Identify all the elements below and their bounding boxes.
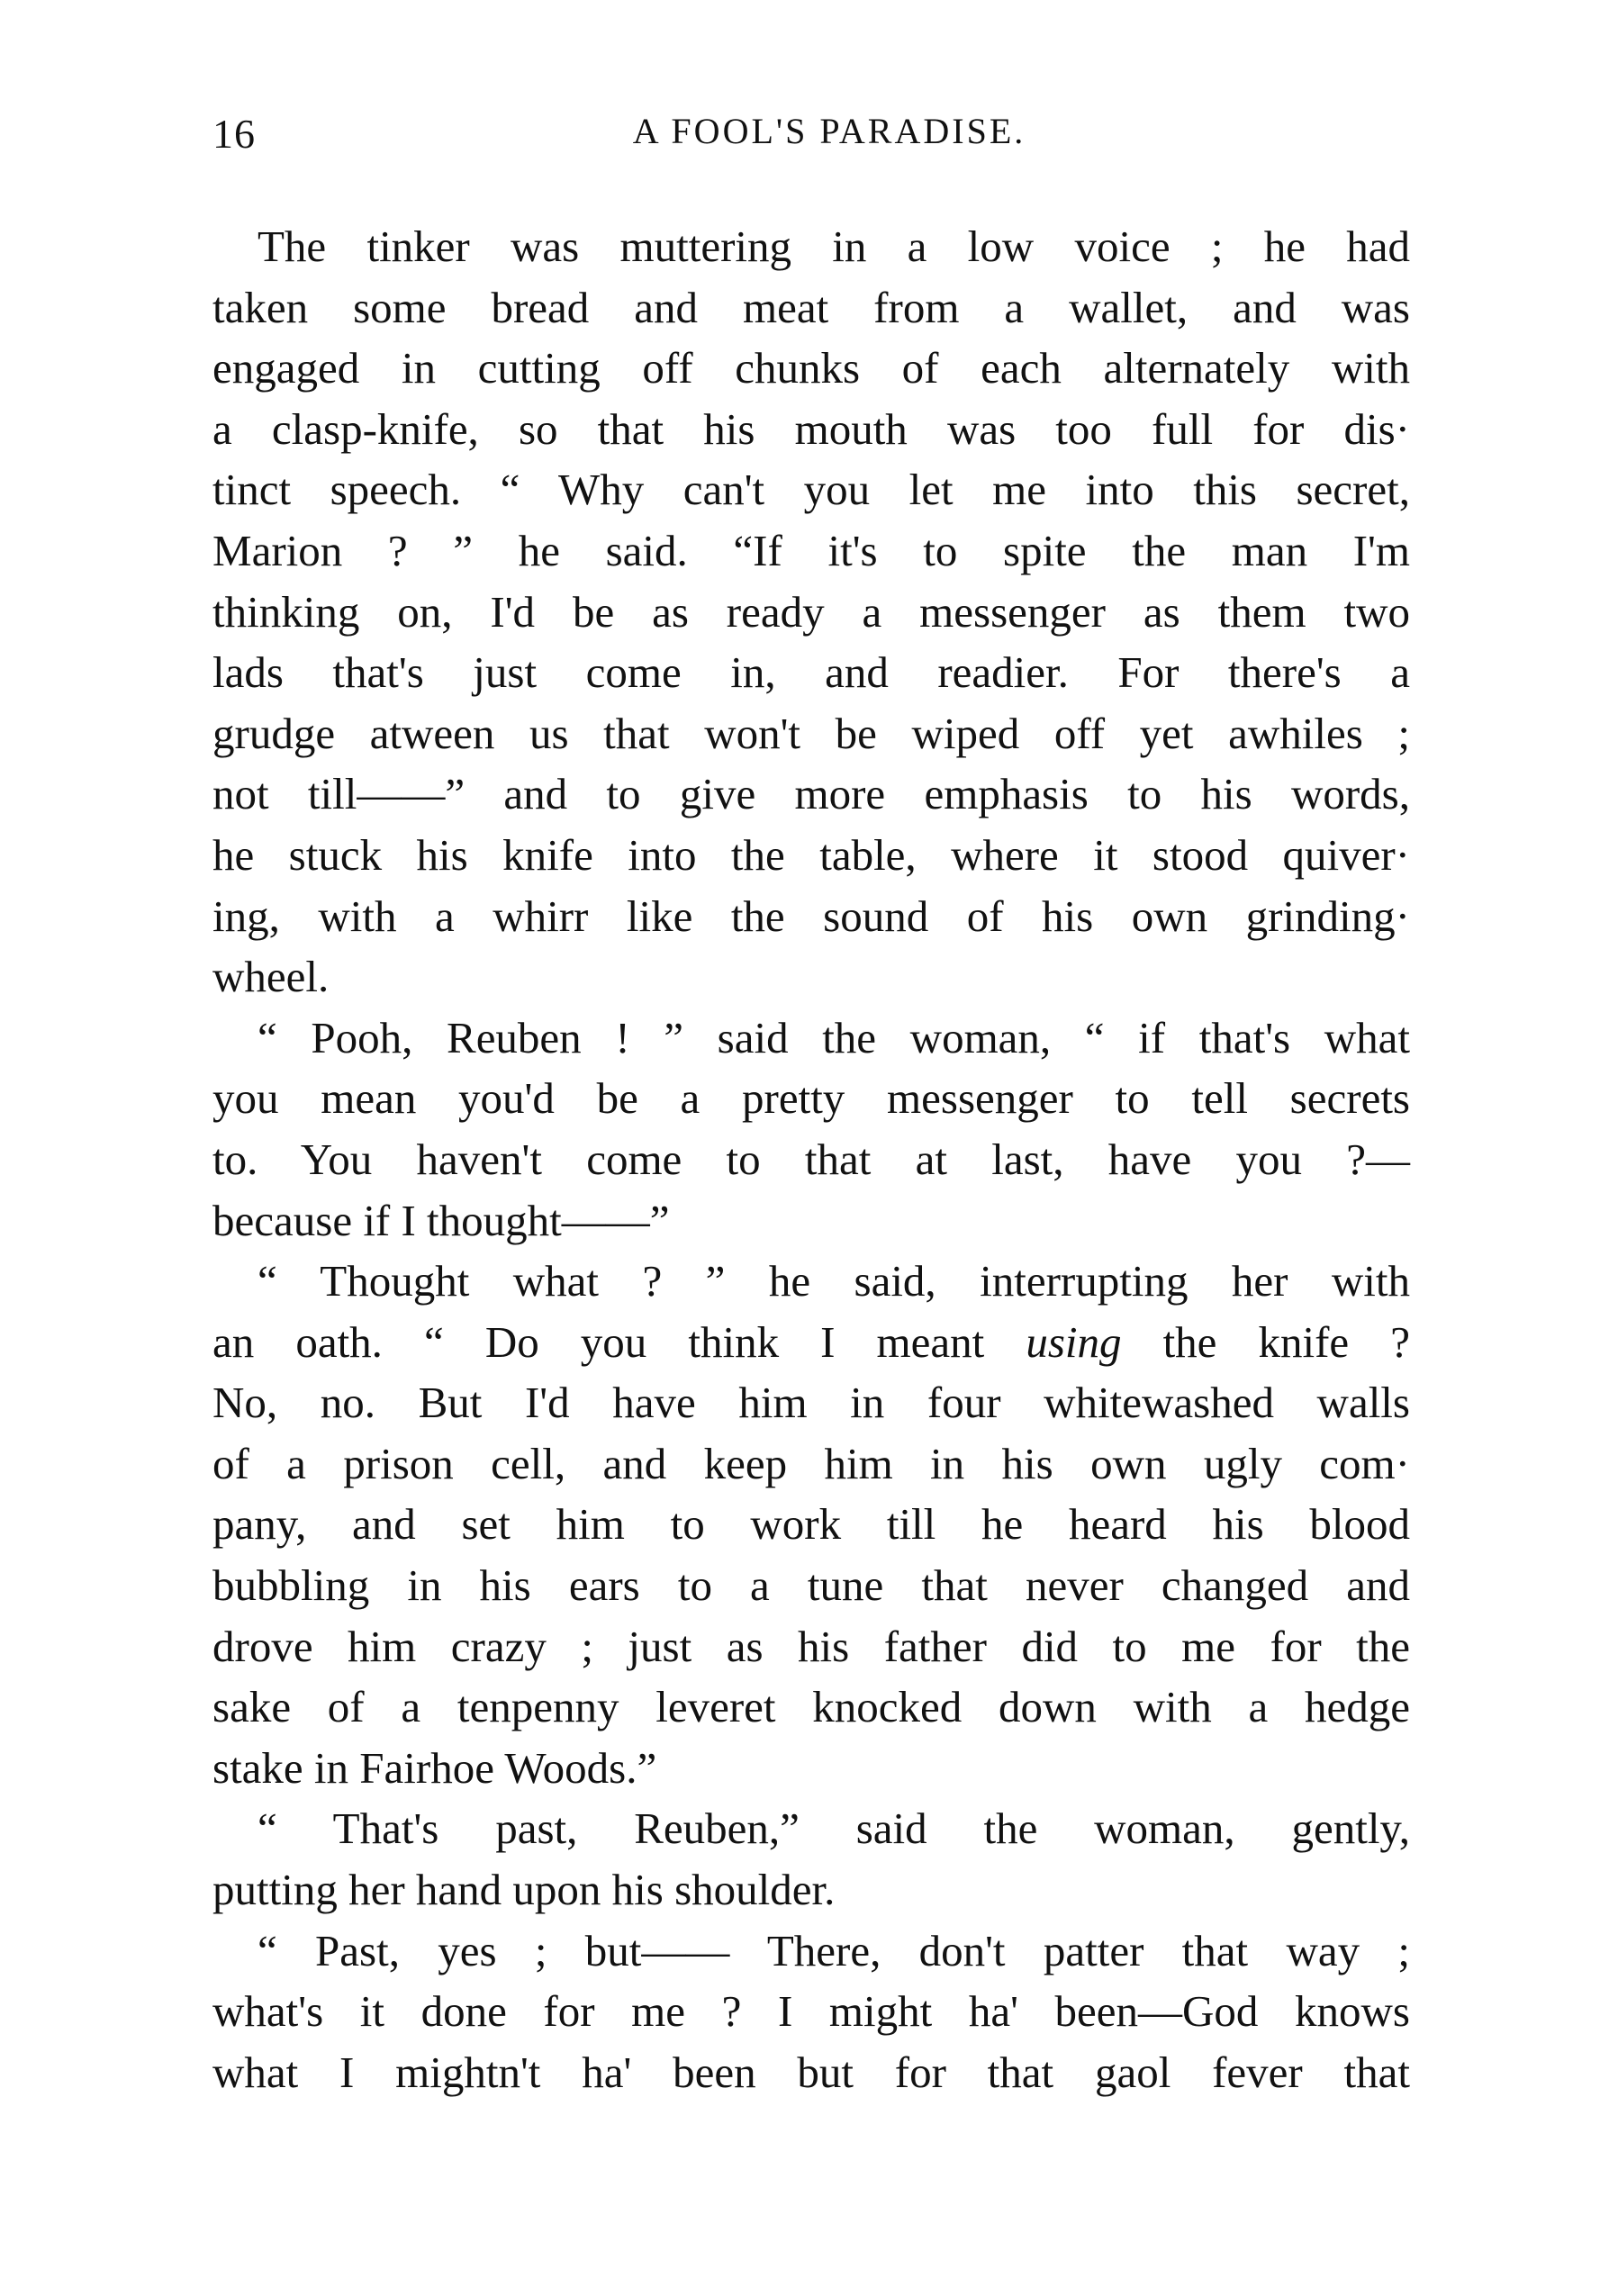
text-line: what I mightn't ha' been but for that gaol fever that xyxy=(212,2047,1410,2097)
text-line: grudge atween us that won't be wiped off yet awhiles ; xyxy=(212,708,1410,758)
text-line: “ Past, yes ; but—— There, don't patter that way ; xyxy=(258,1925,1410,1975)
text-line: tinct speech. “ Why can't you let me into this secret, xyxy=(212,465,1410,515)
text-line: engaged in cutting off chunks of each alternately with xyxy=(212,343,1410,393)
text-line: to. You haven't come to that at last, have you ?— xyxy=(212,1134,1410,1184)
text-line: an oath. “ Do you think I meant using the knife ? xyxy=(212,1316,1410,1367)
body-text xyxy=(212,216,1410,2102)
text-line: ing, with a whirr like the sound of his own grinding· xyxy=(212,890,1410,941)
text-line: not till——” and to give more emphasis to his words, xyxy=(212,769,1410,819)
text-line: lads that's just come in, and readier. For there's a xyxy=(212,647,1410,698)
italic-word: using xyxy=(1026,1316,1122,1367)
page-number: 16 xyxy=(212,111,256,157)
text-line: sake of a tenpenny leveret knocked down with a hedge xyxy=(212,1682,1410,1732)
text-line: putting her hand upon his shoulder. xyxy=(212,1865,836,1915)
text-line: stake in Fairhoe Woods.” xyxy=(212,1742,657,1793)
text-line: bubbling in his ears to a tune that never changed and xyxy=(212,1560,1410,1611)
text-line: “ Thought what ? ” he said, interrupting her with xyxy=(258,1256,1410,1306)
text-line: The tinker was muttering in a low voice ; he had xyxy=(258,221,1410,271)
text-line: “ Pooh, Reuben ! ” said the woman, “ if that's what xyxy=(258,1012,1410,1062)
running-title: A FOOL'S PARADISE. xyxy=(632,111,1026,151)
text-line: you mean you'd be a pretty messenger to tell secrets xyxy=(212,1073,1410,1124)
text-line: “ That's past, Reuben,” said the woman, gently, xyxy=(258,1803,1410,1854)
text-line: a clasp-knife, so that his mouth was too full for dis· xyxy=(212,403,1410,454)
text-line: Marion ? ” he said. “If it's to spite the man I'm xyxy=(212,525,1410,575)
text-line: of a prison cell, and keep him in his own ugly com· xyxy=(212,1438,1410,1488)
text-line: taken some bread and meat from a wallet, and was xyxy=(212,282,1410,332)
text-line: drove him crazy ; just as his father did to me for the xyxy=(212,1621,1410,1671)
text-line: thinking on, I'd be as ready a messenger as them two xyxy=(212,586,1410,637)
running-head xyxy=(212,110,1410,164)
text-line: what's it done for me ? I might ha' been—God knows xyxy=(212,1986,1410,2037)
text-line: because if I thought——” xyxy=(212,1195,670,1245)
text-line: he stuck his knife into the table, where it stood quiver· xyxy=(212,829,1410,880)
text-line: wheel. xyxy=(212,952,330,1002)
text-line: pany, and set him to work till he heard his blood xyxy=(212,1499,1410,1550)
text-line: No, no. But I'd have him in four whitewashed walls xyxy=(212,1378,1410,1428)
